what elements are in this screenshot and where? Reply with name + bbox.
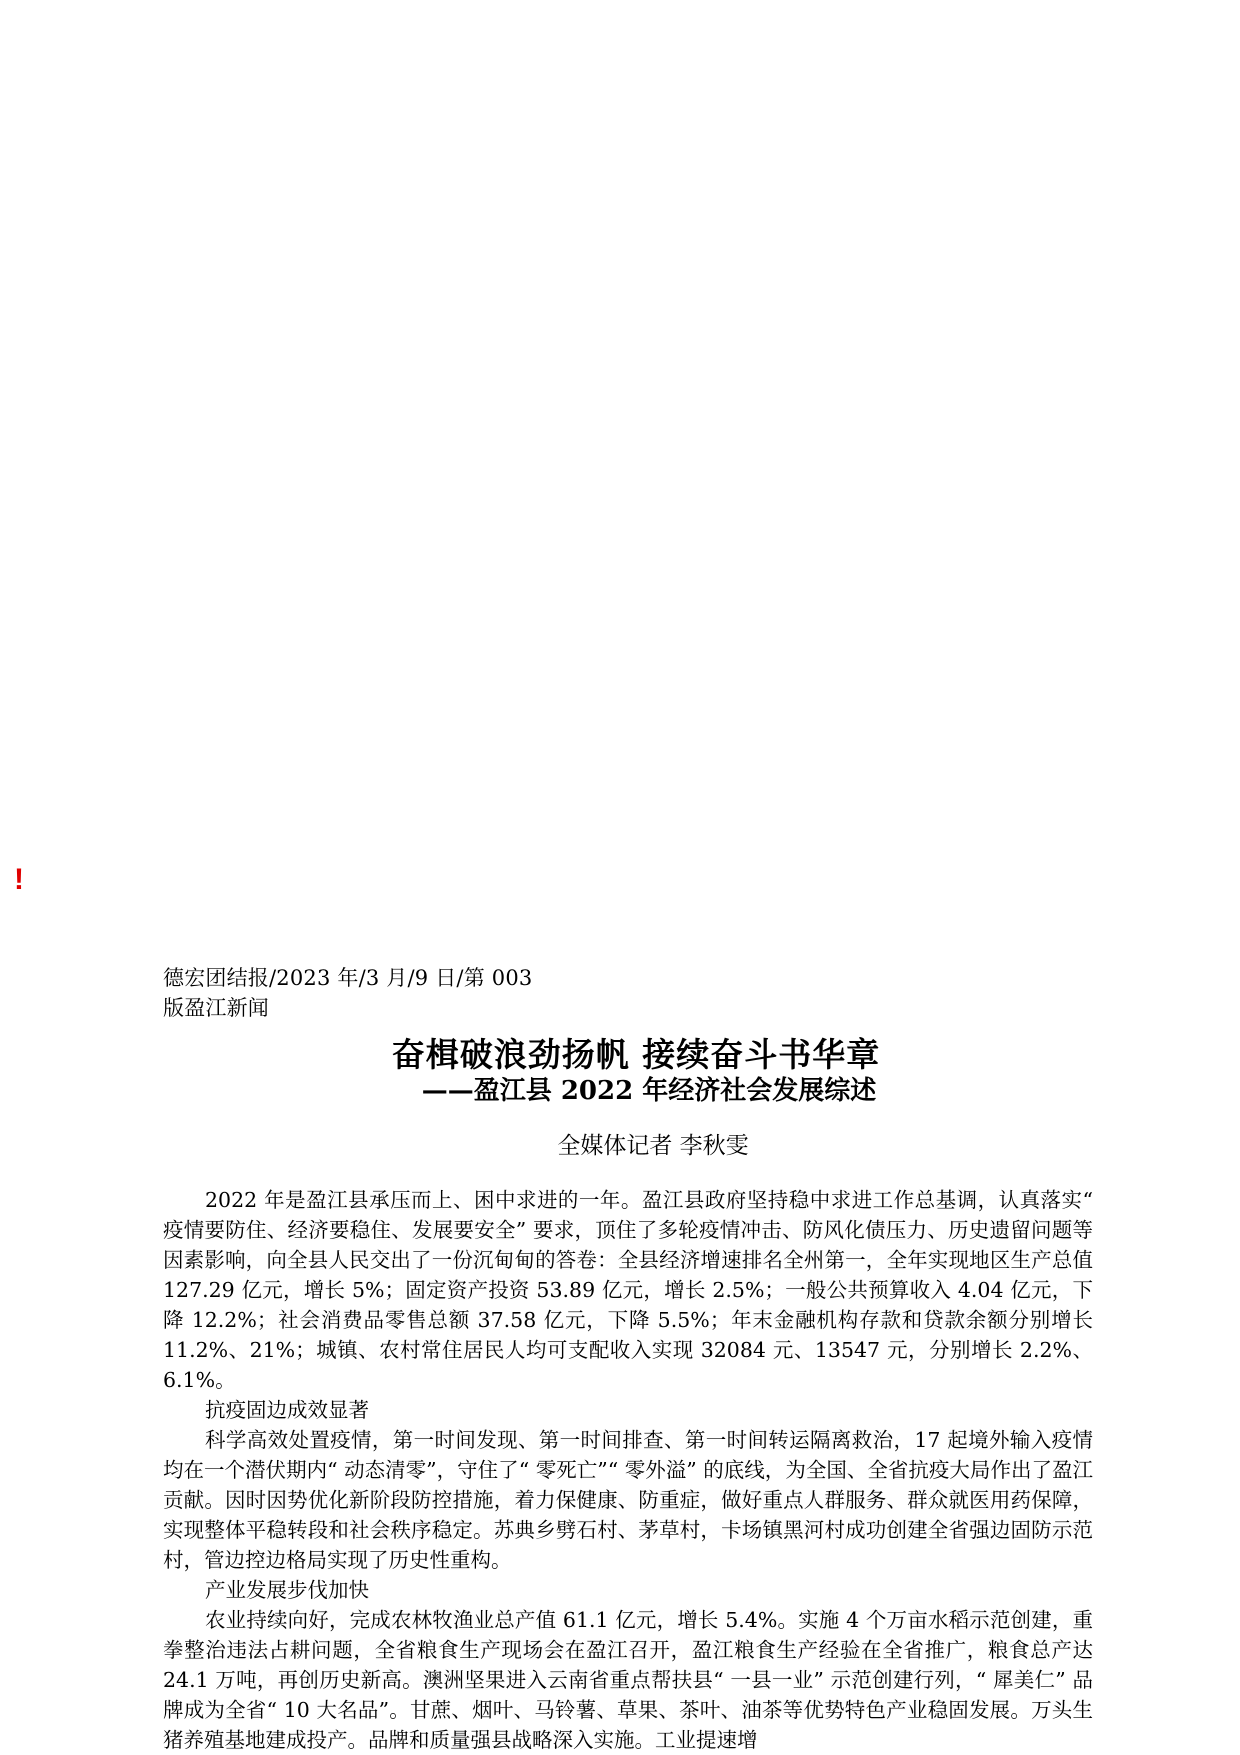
byline: 全媒体记者 李秋雯	[557, 1133, 749, 1159]
source-line-2: 版盈江新闻	[163, 996, 269, 1020]
intro-paragraph: 2022 年是盈江县承压而上、困中求进的一年。盈江县政府坚持稳中求进工作总基调，认真落实“ 疫情要防住、经济要稳住、发展要安全” 要求，顶住了多轮疫情冲击、防风化债压力、历史遗留问题等因素影响，向全县人民交出了一份沉甸甸的答卷：全县经济增速排名全州第一，全年实现地区生产总值 127.29 亿元，增长 5%；固定资产投资 53.89 亿元，增长 2.5%；一般公共预算收入 4.04 亿元，下降 12.2%；社会消费品零售总额 37.58 亿元，下降 5.5%；年末金融机构存款和贷款余额分别增长 11.2%、21%；城镇、农村常住居民人均可支配收入实现 32084 元、13547 元，分别增长 2.2%、6.1%。	[163, 1188, 1093, 1392]
section-paragraph-epidemic: 科学高效处置疫情，第一时间发现、第一时间排查、第一时间转运隔离救治，17 起境外输入疫情均在一个潜伏期内“ 动态清零”，守住了“ 零死亡”“ 零外溢” 的底线，为全国、全省抗疫大局作出了盈江贡献。因时因势优化新阶段防控措施，着力保健康、防重症，做好重点人群服务、群众就医用药保障，实现整体平稳转段和社会秩序稳定。苏典乡劈石村、茅草村，卡场镇黑河村成功创建全省强边固防示范村，管边控边格局实现了历史性重构。	[163, 1428, 1093, 1572]
source-line	[163, 963, 1093, 1023]
alert-mark: !	[14, 863, 24, 896]
source-line-1: 德宏团结报/2023 年/3 月/9 日/第 003	[163, 966, 533, 990]
section-heading-epidemic: 抗疫固边成效显著	[205, 1398, 369, 1422]
main-title: 奋楫破浪劲扬帆 接续奋斗书华章	[391, 1035, 881, 1074]
sub-title: ——盈江县 2022 年经济社会发展综述	[421, 1076, 877, 1106]
section-heading-industry: 产业发展步伐加快	[205, 1578, 369, 1602]
title-block	[163, 1035, 1093, 1107]
article	[163, 963, 1093, 1755]
section-paragraph-industry: 农业持续向好，完成农林牧渔业总产值 61.1 亿元，增长 5.4%。实施 4 个万亩水稻示范创建，重拳整治违法占耕问题，全省粮食生产现场会在盈江召开，盈江粮食生产经验在全省推广，粮食总产达 24.1 万吨，再创历史新高。澳洲坚果进入云南省重点帮扶县“ 一县一业” 示范创建行列，“ 犀美仁” 品牌成为全省“ 10 大名品”。甘蔗、烟叶、马铃薯、草果、茶叶、油茶等优势特色产业稳固发展。万头生猪养殖基地建成投产。品牌和质量强县战略深入实施。工业提速增	[163, 1608, 1093, 1752]
